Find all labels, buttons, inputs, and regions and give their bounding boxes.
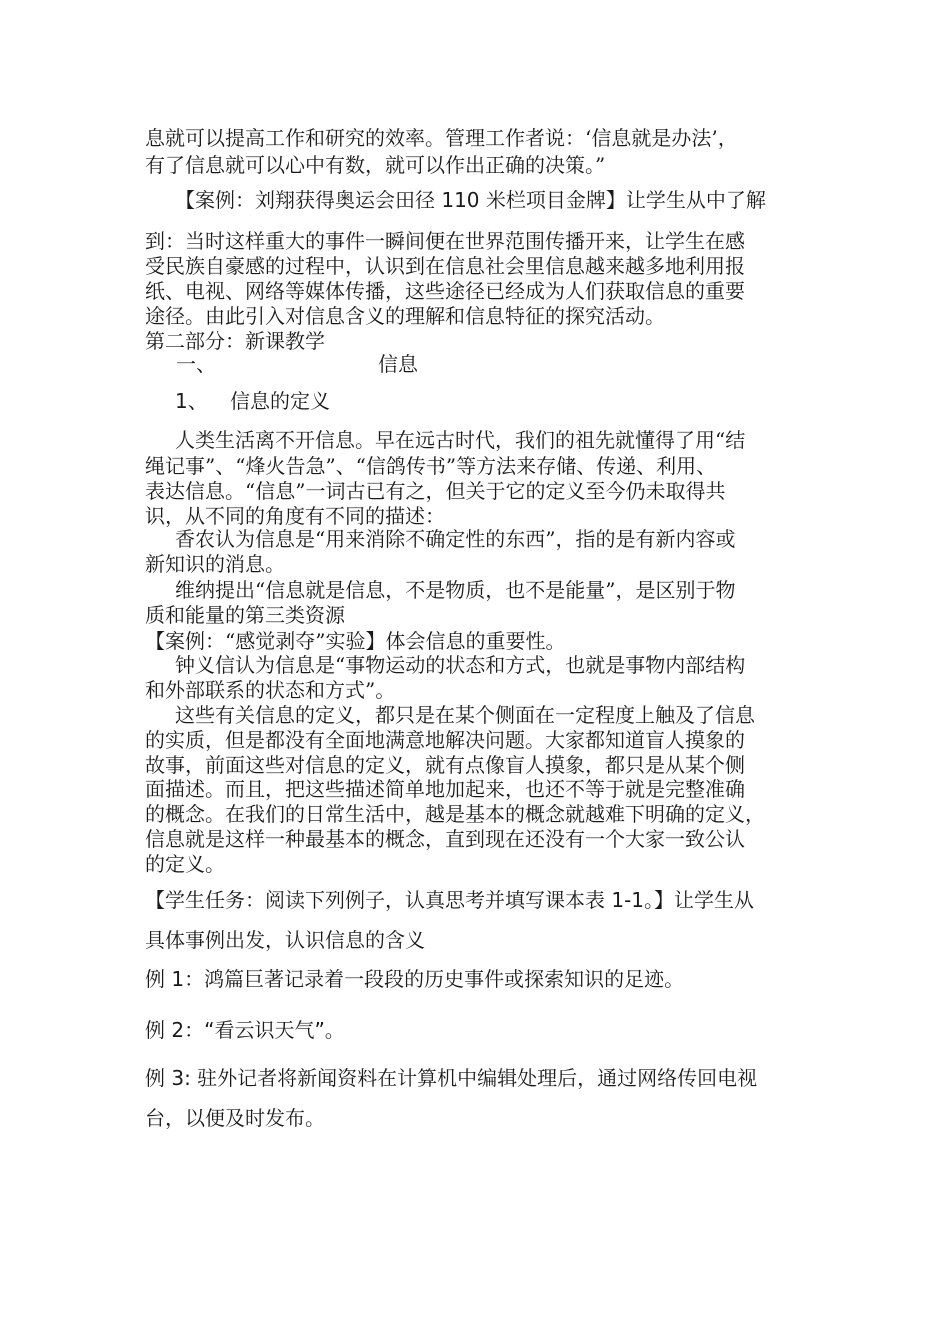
example-line: 例 2：“看云识天气”。 (145, 1018, 345, 1042)
task-line: 【学生任务：阅读下列例子，认真思考并填写课本表 1-1。】让学生从 (145, 888, 755, 912)
paragraph-line: 这些有关信息的定义，都只是在某个侧面在一定程度上触及了信息 (175, 703, 755, 727)
paragraph-line: 新知识的消息。 (145, 552, 285, 576)
paragraph-line: 有了信息就可以心中有数，就可以作出正确的决策。” (145, 153, 606, 177)
paragraph-line: 钟义信认为信息是“事物运动的状态和方式，也就是事物内部结构 (175, 653, 746, 677)
paragraph-line: 纸、电视、网络等媒体传播，这些途径已经成为人们获取信息的重要 (145, 279, 745, 303)
paragraph-line: 的定义。 (145, 852, 225, 876)
paragraph-line: 识，从不同的角度有不同的描述： (145, 504, 445, 528)
paragraph-line: 息就可以提高工作和研究的效率。管理工作者说：‘信息就是办法’， (145, 126, 738, 150)
case-study-line: 【案例：刘翔获得奥运会田径 110 米栏项目金牌】让学生从中了解 (175, 188, 766, 212)
paragraph-line: 面描述。而且，把这些描述简单地加起来，也还不等于就是完整准确 (145, 777, 745, 801)
case-study-line: 【案例：“感觉剥夺”实验】体会信息的重要性。 (145, 629, 566, 653)
paragraph-line: 台，以便及时发布。 (145, 1106, 325, 1130)
paragraph-line: 到：当时这样重大的事件一瞬间便在世界范围传播开来，让学生在感 (145, 229, 745, 253)
heading-title: 信息 (378, 352, 418, 376)
subheading-number: 1、 (175, 389, 208, 413)
paragraph-line: 质和能量的第三类资源 (145, 603, 345, 627)
paragraph-line: 人类生活离不开信息。早在远古时代，我们的祖先就懂得了用“结 (175, 428, 746, 452)
subheading-title: 信息的定义 (230, 389, 330, 413)
paragraph-line: 维纳提出“信息就是信息，不是物质，也不是能量”，是区别于物 (175, 578, 736, 602)
section-heading: 第二部分：新课教学 (145, 329, 325, 353)
paragraph-line: 具体事例出发，认识信息的含义 (145, 928, 425, 952)
paragraph-line: 香农认为信息是“用来消除不确定性的东西”，指的是有新内容或 (175, 527, 736, 551)
paragraph-line: 和外部联系的状态和方式”。 (145, 678, 396, 702)
paragraph-line: 受民族自豪感的过程中，认识到在信息社会里信息越来越多地利用报 (145, 254, 745, 278)
paragraph-line: 的概念。在我们的日常生活中，越是基本的概念就越难下明确的定义， (145, 802, 765, 826)
paragraph-line: 绳记事”、“烽火告急”、“信鸽传书”等方法来存储、传递、利用、 (145, 454, 717, 478)
heading-number: 一、 (176, 352, 216, 376)
paragraph-line: 途径。由此引入对信息含义的理解和信息特征的探究活动。 (145, 304, 665, 328)
paragraph-line: 表达信息。“信息”一词古已有之，但关于它的定义至今仍未取得共 (145, 479, 726, 503)
example-line: 例 3: 驻外记者将新闻资料在计算机中编辑处理后，通过网络传回电视 (145, 1066, 758, 1090)
paragraph-line: 信息就是这样一种最基本的概念，直到现在还没有一个大家一致公认 (145, 827, 745, 851)
paragraph-line: 的实质，但是都没有全面地满意地解决问题。大家都知道盲人摸象的 (145, 728, 745, 752)
paragraph-line: 故事，前面这些对信息的定义，就有点像盲人摸象，都只是从某个侧 (145, 753, 745, 777)
example-line: 例 1：鸿篇巨著记录着一段段的历史事件或探索知识的足迹。 (145, 967, 685, 991)
